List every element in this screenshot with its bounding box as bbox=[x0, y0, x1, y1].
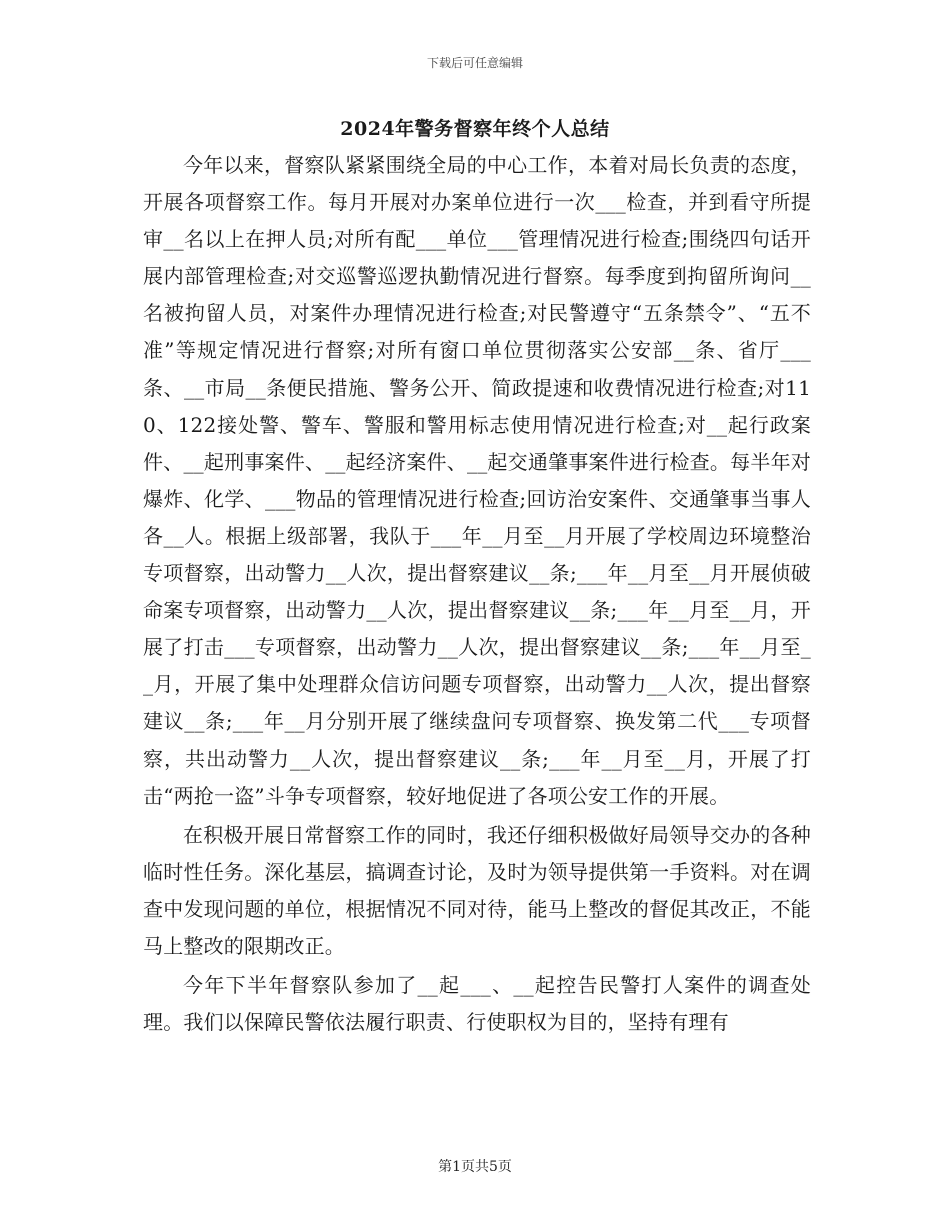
download-note: 下载后可任意编辑 bbox=[426, 56, 523, 70]
paragraph-1: 今年以来，督察队紧紧围绕全局的中心工作，本着对局长负责的态度，开展各项督察工作。每月开展对办案单位进行一次___检查，并到看守所提审__名以上在押人员;对所有配___单位___管理情况进行检查;围绕四句话开展内部管理检查;对交巡警巡逻执勤情况进行督察。每季度到拘留所询问__名被拘留人员，对案件办理情况进行检查;对民警遵守“五条禁令”、“五不准”等规定情况进行督察;对所有窗口单位贯彻落实公安部__条、省厅___条、__市局__条便民措施、警务公开、简政提速和收费情况进行检查;对110、122接处警、警车、警服和警用标志使用情况进行检查;对__起行政案件、__起刑事案件、__起经济案件、__起交通肇事案件进行检查。每半年对爆炸、化学、___物品的管理情况进行检查;回访治安案件、交通肇事当事人各__人。根据上级部署，我队于___年__月至__月开展了学校周边环境整治专项督察，出动警力__人次，提出督察建议__条;___年__月至__月开展侦破命案专项督察，出动警力__人次，提出督察建议__条;___年__月至__月，开展了打击___专项督察，出动警力__人次，提出督察建议__条;___年__月至__月，开展了集中处理群众信访问题专项督察，出动警力__人次，提出督察建议__条;___年__月分别开展了继续盘问专项督察、换发第二代___专项督察，共出动警力__人次，提出督察建议__条;___年__月至__月，开展了打击“两抢一盗”斗争专项督察，较好地促进了各项公安工作的开展。 bbox=[143, 153, 811, 808]
paragraph-2: 在积极开展日常督察工作的同时，我还仔细积极做好局领导交办的各种临时性任务。深化基层，搞调查讨论，及时为领导提供第一手资料。对在调查中发现问题的单位，根据情况不同对待，能马上整改的督促其改正，不能马上整改的限期改正。 bbox=[143, 822, 811, 958]
paragraph-3: 今年下半年督察队参加了__起___、__起控告民警打人案件的调查处理。我们以保障民警依法履行职责、行使职权为目的，坚持有理有 bbox=[143, 973, 811, 1035]
document-body bbox=[143, 147, 811, 1041]
page-number-footer: 第1页共5页 bbox=[438, 1159, 512, 1175]
document-title: 2024年警务督察年终个人总结 bbox=[340, 118, 610, 140]
